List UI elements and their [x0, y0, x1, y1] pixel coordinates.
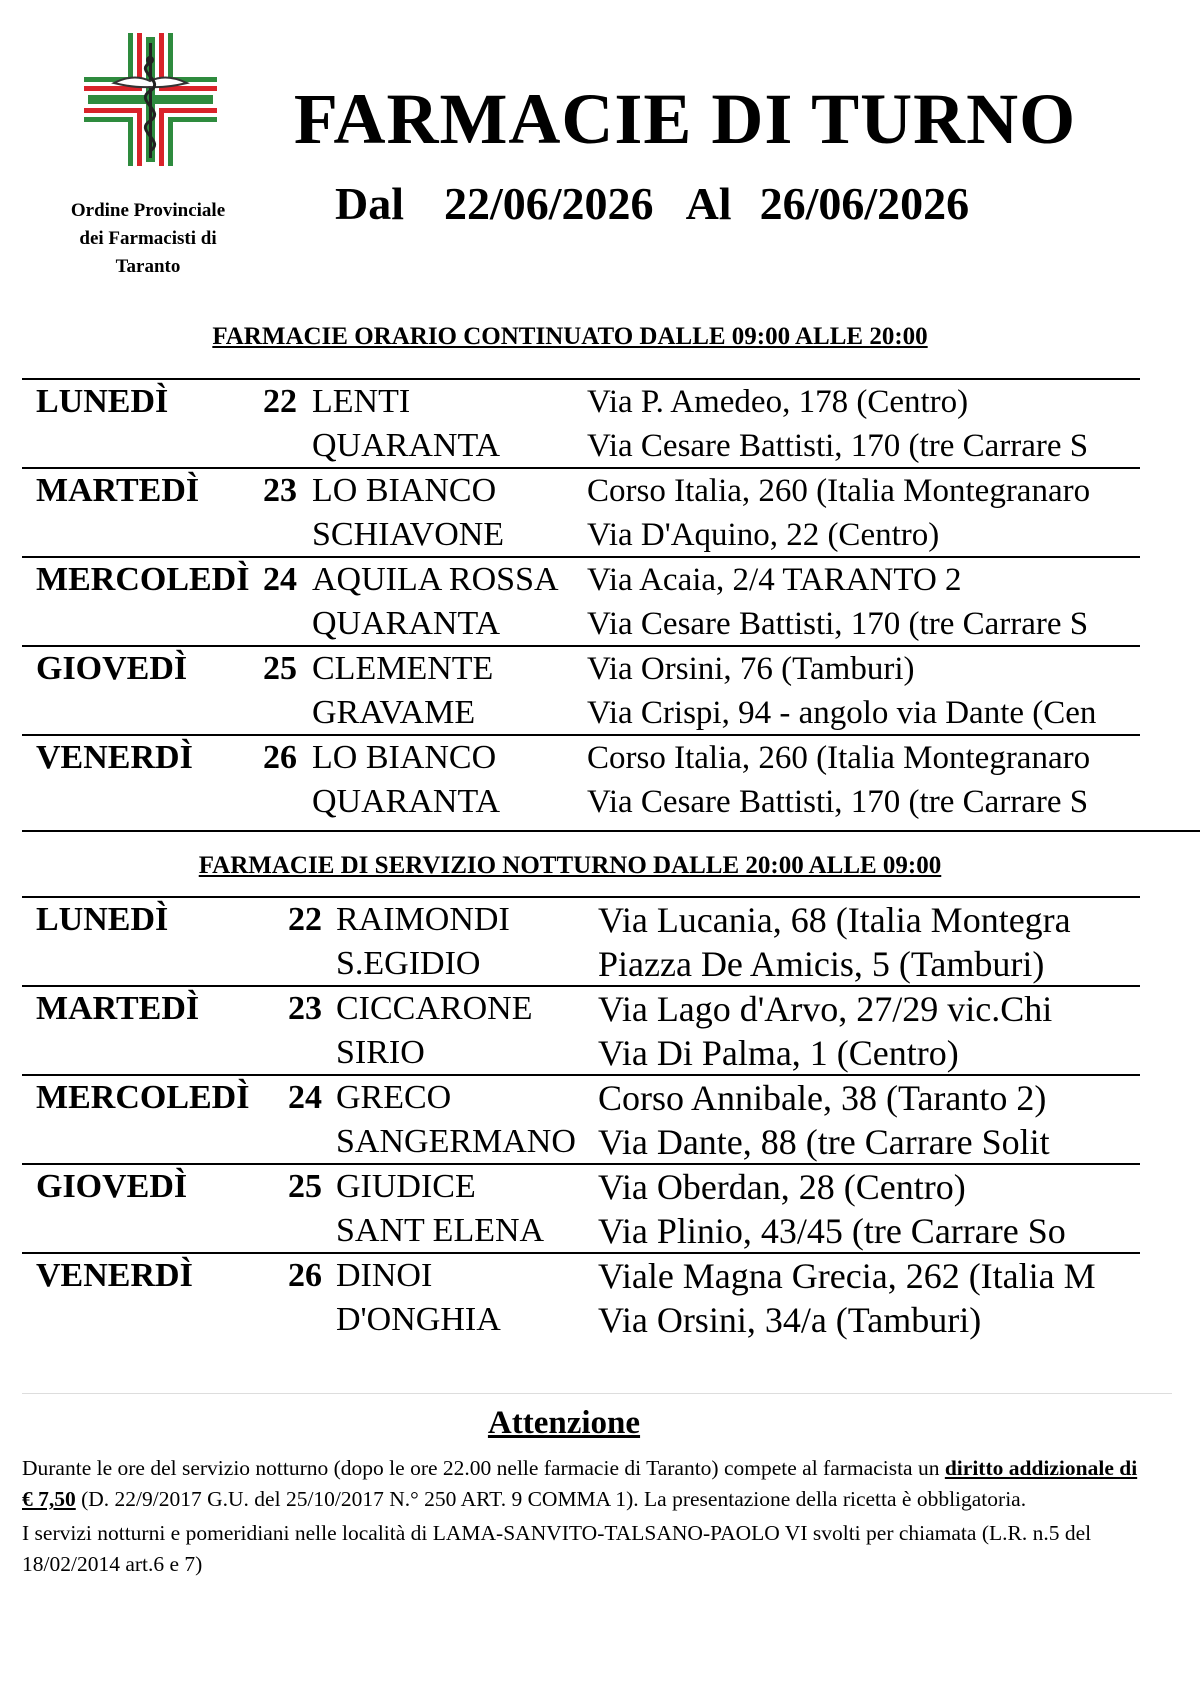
pharmacy-name: LO BIANCO [312, 739, 497, 776]
pharmacy-address: Via D'Aquino, 22 (Centro) [587, 517, 940, 553]
pharmacy-address: Via Acaia, 2/4 TARANTO 2 [587, 562, 962, 598]
notice-surcharge: diritto addizionale di € 7,50 [22, 1456, 1138, 1511]
notice-paragraph-2: I servizi notturni e pomeridiani nelle località di LAMA-SANVITO-TALSANO-PAOLO VI svolti per chiamata (L.R. n.5 del 18/02/2014 art.6 e 7) [22, 1521, 1092, 1576]
pharmacy-name: DINOI [336, 1257, 433, 1294]
pharmacy-address: Via Di Palma, 1 (Centro) [598, 1033, 959, 1073]
pharmacy-address: Viale Magna Grecia, 262 (Italia M [598, 1256, 1096, 1296]
pharmacy-name: GIUDICE [336, 1168, 476, 1205]
pharmacy-address: Via Orsini, 76 (Tamburi) [587, 651, 915, 687]
notice-divider [22, 1393, 1172, 1394]
pharmacy-address: Via Dante, 88 (tre Carrare Solit [598, 1122, 1050, 1162]
pharmacy-name: CLEMENTE [312, 650, 494, 687]
day-label: GIOVEDÌ [36, 1168, 188, 1205]
pharmacy-address: Via Lago d'Arvo, 27/29 vic.Chi [598, 989, 1053, 1029]
org-name-line1: Ordine Provinciale [70, 200, 226, 221]
notice-paragraph-1 [22, 1453, 1152, 1515]
pharmacy-address: Via Orsini, 34/a (Tamburi) [598, 1300, 982, 1340]
pharmacy-name: GRECO [336, 1079, 452, 1116]
day-number: 23 [263, 472, 297, 509]
day-number: 24 [288, 1079, 322, 1116]
pharmacy-name: LENTI [312, 383, 411, 420]
pharmacy-address: Via P. Amedeo, 178 (Centro) [587, 384, 969, 420]
day-number: 26 [288, 1257, 322, 1294]
from-label: Dal [335, 178, 404, 229]
table-row [22, 985, 1140, 1074]
date-range [335, 177, 969, 230]
pharmacy-address: Via Cesare Battisti, 170 (tre Carrare S [587, 606, 1089, 642]
pharmacy-address: Corso Italia, 260 (Italia Montegranaro [587, 740, 1091, 776]
table-row [22, 896, 1140, 985]
pharmacy-name: SCHIAVONE [312, 516, 505, 553]
pharmacy-name: QUARANTA [312, 427, 501, 464]
section-divider [22, 830, 1200, 832]
table-row [22, 467, 1140, 556]
night-schedule-table [22, 896, 1140, 1341]
table-row [22, 645, 1140, 734]
org-name-line3: Taranto [115, 256, 181, 277]
table-row [22, 1252, 1140, 1341]
pharmacy-name: QUARANTA [312, 783, 501, 820]
pharmacy-address: Via Cesare Battisti, 170 (tre Carrare S [587, 784, 1089, 820]
day-label: VENERDÌ [36, 739, 193, 776]
pharmacy-name: GRAVAME [312, 694, 476, 731]
pharmacy-address: Via Lucania, 68 (Italia Montegra [598, 900, 1071, 940]
day-number: 25 [263, 650, 297, 687]
day-number: 25 [288, 1168, 322, 1205]
pharmacy-cross-caduceus-icon [84, 33, 217, 166]
day-label: LUNEDÌ [36, 901, 169, 938]
day-section-heading: FARMACIE ORARIO CONTINUATO DALLE 09:00 ALLE 20:00 [212, 323, 928, 350]
day-label: MERCOLEDÌ [36, 561, 250, 598]
day-number: 22 [263, 383, 297, 420]
day-label: MARTEDÌ [36, 472, 200, 509]
day-schedule-table [22, 378, 1140, 823]
pharmacy-name: SANGERMANO [336, 1123, 576, 1160]
pharmacy-address: Via Crispi, 94 - angolo via Dante (Cen [587, 695, 1097, 731]
day-number: 22 [288, 901, 322, 938]
pharmacy-address: Via Oberdan, 28 (Centro) [598, 1167, 966, 1207]
night-section-heading: FARMACIE DI SERVIZIO NOTTURNO DALLE 20:00 ALLE 09:00 [198, 852, 942, 879]
pharmacy-name: RAIMONDI [336, 901, 510, 938]
day-label: MERCOLEDÌ [36, 1079, 250, 1116]
table-row [22, 378, 1140, 467]
pharmacy-address: Piazza De Amicis, 5 (Tamburi) [598, 944, 1045, 984]
org-name-line2: dei Farmacisti di [79, 228, 217, 249]
day-number: 23 [288, 990, 322, 1027]
notice-body [22, 1453, 1152, 1583]
notice-p1-text-2: (D. 22/9/2017 G.U. del 25/10/2017 N.° 250 ART. 9 COMMA 1). La presentazione della ricetta è obbligatoria. [75, 1487, 1027, 1511]
notice-title: Attenzione [487, 1405, 641, 1441]
pharmacy-name: D'ONGHIA [336, 1301, 501, 1338]
pharmacy-name: LO BIANCO [312, 472, 497, 509]
page-title: FARMACIE DI TURNO [293, 79, 1077, 159]
to-date: 26/06/2026 [759, 178, 970, 229]
to-label: Al [685, 178, 732, 229]
day-label: MARTEDÌ [36, 990, 200, 1027]
pharmacy-address: Corso Italia, 260 (Italia Montegranaro [587, 473, 1091, 509]
pharmacy-name: SANT ELENA [336, 1212, 545, 1249]
pharmacy-address: Via Plinio, 43/45 (tre Carrare So [598, 1211, 1066, 1251]
pharmacy-address: Corso Annibale, 38 (Taranto 2) [598, 1078, 1047, 1118]
day-label: GIOVEDÌ [36, 650, 188, 687]
notice-p1-text: Durante le ore del servizio notturno (dopo le ore 22.00 nelle farmacie di Taranto) compete al farmacista un [22, 1456, 945, 1480]
table-row [22, 1163, 1140, 1252]
pharmacy-name: QUARANTA [312, 605, 501, 642]
day-number: 24 [263, 561, 297, 598]
table-row [22, 556, 1140, 645]
pharmacy-name: S.EGIDIO [336, 945, 481, 982]
day-label: LUNEDÌ [36, 383, 169, 420]
table-row [22, 734, 1140, 823]
day-number: 26 [263, 739, 297, 776]
table-row [22, 1074, 1140, 1163]
from-date: 22/06/2026 [444, 178, 654, 229]
pharmacy-name: AQUILA ROSSA [312, 561, 559, 598]
org-name [48, 197, 248, 281]
day-label: VENERDÌ [36, 1257, 193, 1294]
pharmacy-name: CICCARONE [336, 990, 533, 1027]
pharmacy-name: SIRIO [336, 1034, 425, 1071]
pharmacy-address: Via Cesare Battisti, 170 (tre Carrare S [587, 428, 1089, 464]
